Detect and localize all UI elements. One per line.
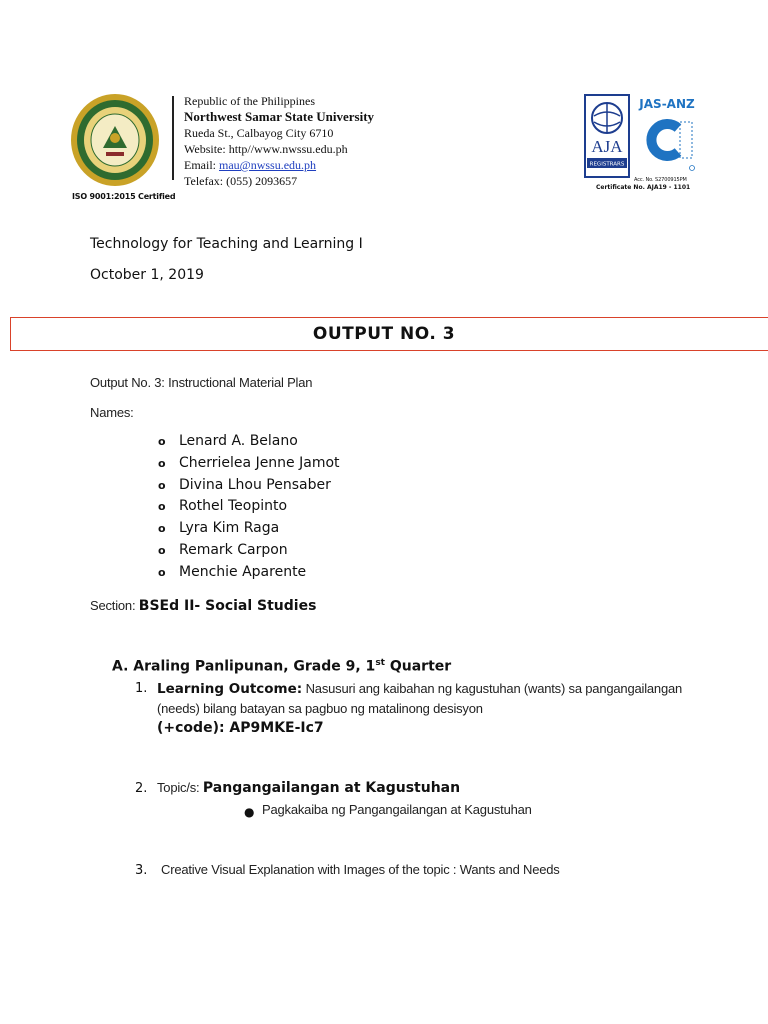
certificate-number: Certificate No. AJA19 - 1101 (596, 184, 691, 191)
topic-line (157, 780, 460, 796)
email-line (184, 157, 374, 173)
document-date: October 1, 2019 (90, 267, 204, 283)
bullet-icon: o (158, 543, 166, 557)
bullet-dot-icon: ● (244, 805, 255, 819)
aja-sub-text: REGISTRARS (589, 161, 625, 168)
university-seal-logo (70, 92, 160, 188)
output-subtitle: Output No. 3: Instructional Material Plan (90, 375, 313, 390)
member-name: Rothel Teopinto (179, 498, 288, 515)
list-item (158, 498, 340, 520)
university-name: Northwest Samar State University (184, 109, 375, 124)
jas-anz-logo (634, 94, 700, 178)
section-a-title: A. Araling Panlipunan, Grade 9, 1 (112, 658, 376, 675)
republic-line: Republic of the Philippines (184, 94, 315, 108)
telefax-line: Telefax: (055) 2093657 (184, 174, 298, 188)
topic-label: Topic/s: (157, 780, 203, 795)
list-item (158, 542, 340, 564)
names-label: Names: (90, 405, 134, 420)
section-a-tail: Quarter (384, 658, 452, 675)
section-a-heading (112, 658, 451, 675)
section-line (90, 598, 316, 614)
subtopic: Pagkakaiba ng Pangangailangan at Kagustuhan (262, 802, 532, 817)
aja-registrars-logo (584, 94, 630, 178)
member-name: Menchie Aparente (179, 563, 307, 580)
section-a-sup: st (375, 658, 385, 668)
iso-certification: ISO 9001:2015 Certified (72, 192, 176, 201)
creative-visual-item: Creative Visual Explanation with Images of the topic : Wants and Needs (161, 862, 560, 877)
section-label: Section: (90, 598, 139, 613)
section-value: BSEd II- Social Studies (138, 598, 317, 614)
learning-outcome-text: Nasusuri ang kaibahan ng kagustuhan (wants) sa pangangailangan (needs) bilang batayan sa pagbuo ng matalinong desisyon (157, 681, 683, 716)
bullet-icon: o (158, 565, 166, 579)
aja-text: AJA (591, 137, 623, 156)
bullet-icon: o (158, 522, 166, 536)
email-link[interactable]: mau@nwssu.edu.ph (219, 158, 317, 172)
email-label: Email: (184, 158, 219, 172)
website-line: Website: http//www.nwssu.edu.ph (184, 142, 348, 156)
list-item (158, 477, 340, 499)
item-number: 1. (135, 681, 148, 696)
member-name: Divina Lhou Pensaber (179, 476, 331, 493)
member-name: Cherrielea Jenne Jamot (179, 454, 340, 471)
outcome-code: (+code): AP9MKE-Ic7 (157, 720, 324, 736)
header-divider (172, 96, 174, 180)
member-name: Lyra Kim Raga (179, 520, 280, 537)
names-list (158, 433, 340, 586)
learning-outcome-label: Learning Outcome: (157, 681, 303, 697)
bullet-icon: o (158, 478, 166, 492)
item-number: 3. (135, 863, 148, 878)
list-item (158, 564, 340, 586)
bullet-icon: o (158, 456, 166, 470)
list-item (158, 433, 340, 455)
member-name: Lenard A. Belano (179, 433, 298, 449)
accreditation-number: Acc. No. S2700915PM (634, 177, 687, 183)
institution-info (184, 93, 374, 189)
list-item (158, 455, 340, 477)
learning-outcome (157, 679, 717, 719)
bullet-icon: o (158, 435, 166, 448)
item-number: 2. (135, 781, 148, 796)
course-title: Technology for Teaching and Learning I (90, 236, 363, 252)
output-title: OUTPUT NO. 3 (312, 324, 456, 344)
bullet-icon: o (158, 500, 166, 514)
jas-anz-text: JAS-ANZ (639, 97, 695, 111)
address-line: Rueda St., Calbayog City 6710 (184, 126, 334, 140)
topic-value: Pangangailangan at Kagustuhan (202, 780, 461, 796)
member-name: Remark Carpon (179, 541, 288, 558)
list-item (158, 520, 340, 542)
